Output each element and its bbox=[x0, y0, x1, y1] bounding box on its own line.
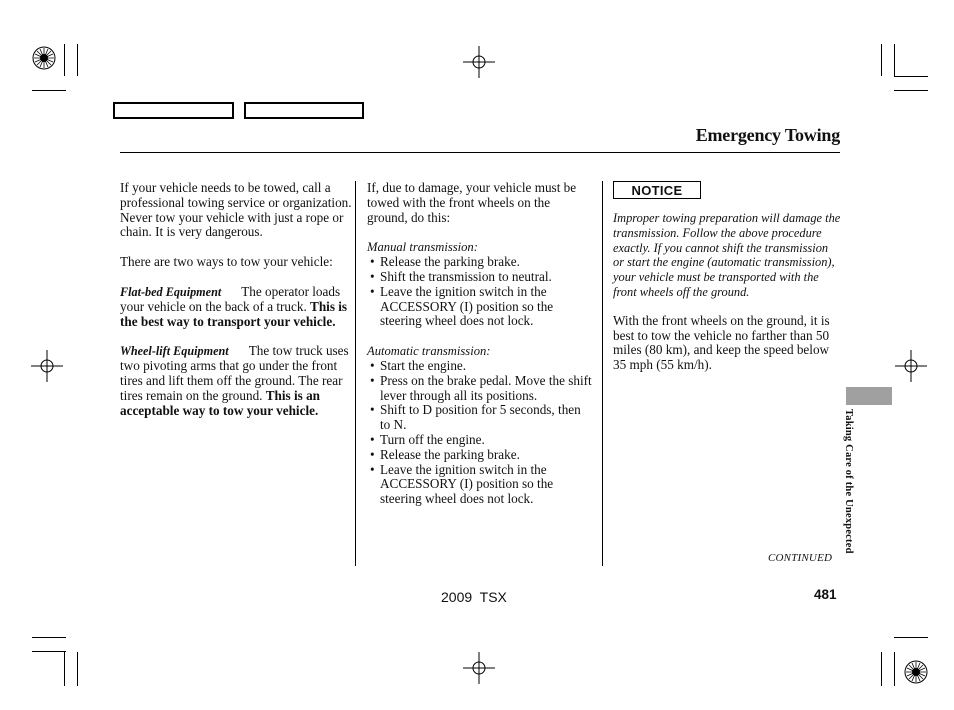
list-item: • Turn off the engine. bbox=[367, 433, 593, 448]
list-item: • Shift to D position for 5 seconds, then to N. bbox=[367, 403, 593, 433]
continued-label: CONTINUED bbox=[768, 552, 833, 564]
side-section-tab bbox=[846, 387, 892, 405]
manual-heading: Manual transmission: bbox=[367, 240, 478, 255]
wheellift-text: The tow truck uses two pivoting arms that go under the front tires and lift them off the ground. The rear tires remain on the ground. bbox=[120, 343, 349, 403]
registration-target-right bbox=[895, 350, 927, 382]
middle-column bbox=[367, 181, 593, 507]
flatbed-paragraph bbox=[120, 285, 352, 329]
flatbed-term: Flat-bed Equipment bbox=[120, 284, 222, 299]
list-item: • Leave the ignition switch in the ACCESSORY (I) position so the steering wheel does not lock. bbox=[367, 285, 593, 329]
wheellift-paragraph bbox=[120, 344, 352, 418]
header-tab-1 bbox=[113, 102, 234, 119]
notice-label: NOTICE bbox=[631, 182, 683, 198]
registration-target-top bbox=[463, 46, 495, 78]
registration-starburst-top-left bbox=[31, 45, 57, 71]
automatic-steps bbox=[367, 359, 593, 507]
left-column bbox=[120, 181, 352, 418]
list-item: • Press on the brake pedal. Move the shift lever through all its positions. bbox=[367, 374, 593, 404]
notice-text: Improper towing preparation will damage the transmission. Follow the above procedure exactly. If you cannot shift the transmission or start the engine (automatic transmission), your vehicle must be transported with the front wheels off the ground. bbox=[613, 211, 841, 299]
ways-paragraph: There are two ways to tow your vehicle: bbox=[120, 254, 333, 270]
registration-target-left bbox=[31, 350, 63, 382]
speed-paragraph: With the front wheels on the ground, it is best to tow the vehicle no farther than 50 miles (80 km), and keep the speed below 35 mph (55 km/h). bbox=[613, 312, 830, 373]
list-item: • Start the engine. bbox=[367, 359, 593, 374]
intro-paragraph: If your vehicle needs to be towed, call a professional towing service or organization. Never tow your vehicle with just a rope or chain. It is very dangerous. bbox=[120, 180, 352, 240]
registration-target-bottom bbox=[463, 652, 495, 684]
header-tab-2 bbox=[244, 102, 364, 119]
middle-intro: If, due to damage, your vehicle must be towed with the front wheels on the ground, do this: bbox=[367, 180, 577, 225]
model-label: 2009 TSX bbox=[441, 589, 507, 605]
notice-badge bbox=[613, 181, 701, 199]
page-number: 481 bbox=[814, 587, 837, 602]
page-title: Emergency Towing bbox=[695, 125, 840, 145]
registration-starburst-bottom-right bbox=[903, 659, 929, 685]
header-rule bbox=[120, 152, 840, 153]
side-section-label: Taking Care of the Unexpected bbox=[843, 409, 854, 554]
list-item: • Leave the ignition switch in the ACCESSORY (I) position so the steering wheel does not lock. bbox=[367, 463, 593, 507]
wheellift-term: Wheel-lift Equipment bbox=[120, 344, 229, 359]
manual-steps bbox=[367, 255, 593, 329]
column-divider-2 bbox=[602, 181, 603, 566]
list-item: • Release the parking brake. bbox=[367, 255, 593, 270]
column-divider-1 bbox=[355, 181, 356, 566]
list-item: • Shift the transmission to neutral. bbox=[367, 270, 593, 285]
flatbed-bold: This is the best way to transport your vehicle. bbox=[120, 298, 348, 329]
wheellift-bold: This is an acceptable way to tow your vehicle. bbox=[120, 387, 321, 418]
flatbed-text: The operator loads your vehicle on the back of a truck. bbox=[120, 283, 341, 314]
right-column bbox=[613, 211, 841, 373]
list-item: • Release the parking brake. bbox=[367, 448, 593, 463]
automatic-heading: Automatic transmission: bbox=[367, 344, 491, 359]
